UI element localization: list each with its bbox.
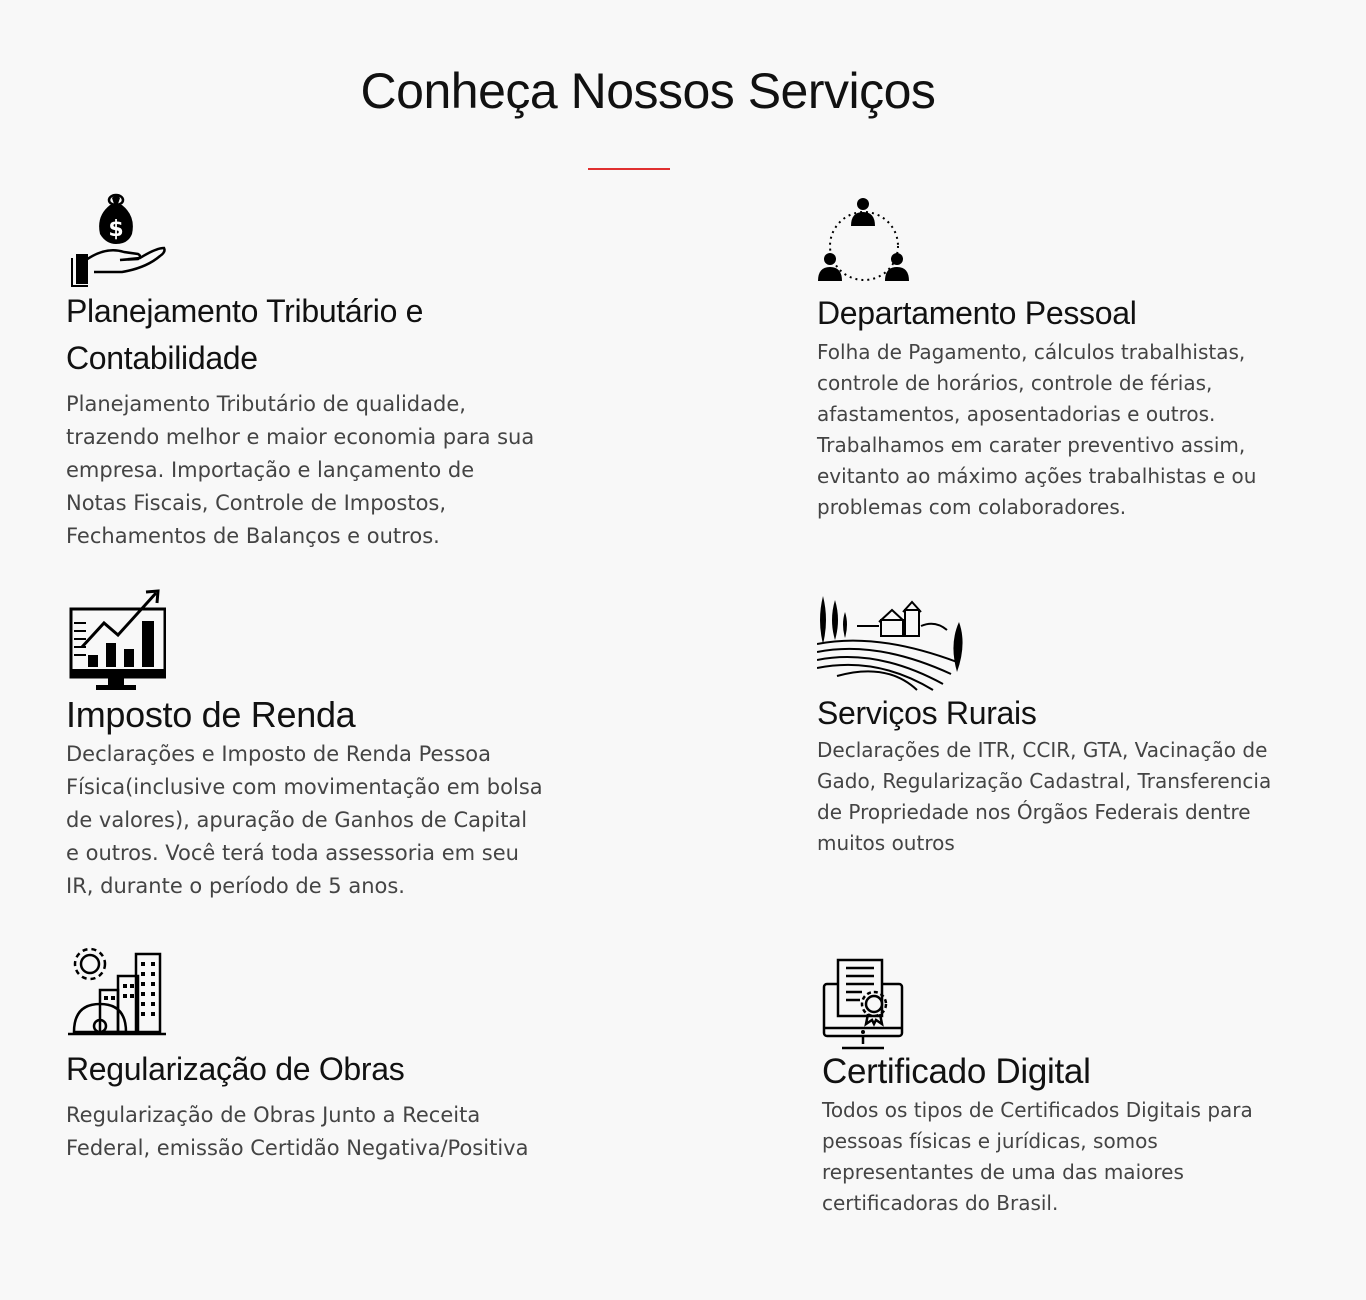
service-title: Serviços Rurais bbox=[817, 695, 1037, 731]
svg-text:$: $ bbox=[108, 217, 124, 242]
service-title: Planejamento Tributário e Contabilidade bbox=[66, 293, 424, 376]
people-network-icon bbox=[817, 194, 1297, 290]
section-title: Conheça Nossos Serviços bbox=[360, 63, 936, 119]
service-card-construction bbox=[66, 946, 546, 1165]
service-title: Departamento Pessoal bbox=[817, 295, 1137, 331]
service-card-income-tax bbox=[66, 589, 546, 903]
service-description: Regularização de Obras Junto a Receita Federal, emissão Certidão Negativa/Positiva bbox=[66, 1103, 529, 1160]
service-description: Declarações e Imposto de Renda Pessoa Física(inclusive com movimentação em bolsa de valores), apuração de Ganhos de Capital e outros. Você terá toda assessoria em seu IR, durante o período de 5 anos. bbox=[66, 742, 543, 898]
service-card-digital-certificate bbox=[822, 958, 1297, 1219]
service-card-personnel bbox=[817, 194, 1297, 523]
service-description: Folha de Pagamento, cálculos trabalhistas, controle de horários, controle de férias, afastamentos, aposentadorias e outros. Trabalhamos em carater preventivo assim, evitanto ao máximo ações trabalhistas e ou problemas com colaboradores. bbox=[817, 340, 1257, 519]
title-divider bbox=[588, 168, 670, 170]
service-description: Todos os tipos de Certificados Digitais para pessoas físicas e jurídicas, somos representantes de uma das maiores certificadoras do Brasil. bbox=[822, 1098, 1253, 1215]
money-bag-hand-icon bbox=[66, 192, 536, 288]
service-card-tax-planning bbox=[66, 192, 536, 553]
service-card-rural bbox=[817, 596, 1297, 859]
service-title: Certificado Digital bbox=[822, 1052, 1091, 1091]
digital-certificate-icon bbox=[822, 958, 1297, 1054]
service-description: Planejamento Tributário de qualidade, trazendo melhor e maior economia para sua empresa. Importação e lançamento de Notas Fiscais, Controle de Impostos, Fechamentos de Balanços e outros. bbox=[66, 392, 535, 548]
rural-farm-icon bbox=[817, 596, 1297, 692]
construction-buildings-icon bbox=[66, 946, 546, 1042]
growth-chart-monitor-icon bbox=[66, 589, 546, 693]
service-title: Imposto de Renda bbox=[66, 694, 356, 735]
service-title: Regularização de Obras bbox=[66, 1051, 405, 1087]
service-description: Declarações de ITR, CCIR, GTA, Vacinação de Gado, Regularização Cadastral, Transferencia de Propriedade nos Órgãos Federais dentre muitos outros bbox=[817, 738, 1272, 855]
